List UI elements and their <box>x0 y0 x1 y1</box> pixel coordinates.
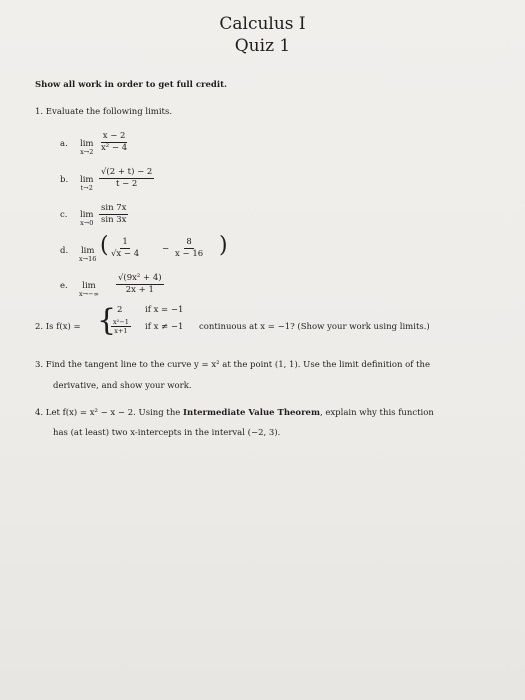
item-b-fraction <box>99 167 154 190</box>
case-1-value: 2 <box>117 305 123 315</box>
denominator: 2x + 1 <box>125 285 154 295</box>
numerator: √(2 + t) − 2 <box>101 167 153 177</box>
question-2-suffix: continuous at x = −1? (Show your work using limits.) <box>199 322 430 332</box>
numerator: x − 2 <box>102 131 126 141</box>
question-1-label: 1. Evaluate the following limits. <box>35 107 173 117</box>
denominator: x − 16 <box>175 249 204 259</box>
left-paren: ( <box>100 233 109 258</box>
case-2-condition: if x ≠ −1 <box>145 322 184 332</box>
item-a-label: a. <box>60 139 68 149</box>
lim-subscript: x→2 <box>80 148 94 156</box>
denominator: x+1 <box>114 327 128 335</box>
item-d-fraction-1 <box>109 237 141 260</box>
lim-text: lim <box>80 246 95 256</box>
question-4-line-1 <box>35 408 434 418</box>
item-c-limit <box>80 210 94 227</box>
lim-text: lim <box>80 175 94 185</box>
q4-text-a: 4. Let f(x) = x² − x − 2. Using the <box>35 408 184 418</box>
lim-text: lim <box>82 281 96 291</box>
question-2-prefix: 2. Is f(x) = <box>35 322 81 332</box>
denominator: sin 3x <box>101 215 127 225</box>
page-title: Calculus I <box>219 14 306 34</box>
instructions: Show all work in order to get full credit. <box>35 80 227 90</box>
item-e-label: e. <box>60 281 68 291</box>
lim-subscript: x→16 <box>79 255 97 263</box>
numerator: √(9x² + 4) <box>118 273 162 283</box>
item-a-fraction <box>99 131 129 154</box>
question-3-line-2: derivative, and show your work. <box>53 381 192 391</box>
item-b-limit <box>80 175 94 192</box>
item-a-limit <box>80 139 94 156</box>
ivt-term: Intermediate Value Theorem <box>183 408 320 418</box>
numerator: sin 7x <box>101 203 127 213</box>
item-d-label: d. <box>60 246 69 256</box>
question-3-line-1: 3. Find the tangent line to the curve y = x² at the point (1, 1). Use the limit definition of the <box>35 360 431 370</box>
lim-subscript: x→0 <box>80 219 94 227</box>
q4-text-c: , explain why this function <box>319 408 434 418</box>
item-e-fraction <box>116 273 164 296</box>
case-2-fraction <box>111 318 131 335</box>
lim-subscript: x→−∞ <box>79 290 99 298</box>
numerator: x²−1 <box>113 318 129 326</box>
lim-text: lim <box>80 210 94 220</box>
question-4-line-2: has (at least) two x-intercepts in the interval (−2, 3). <box>53 428 281 438</box>
page-subtitle: Quiz 1 <box>234 36 291 56</box>
denominator: √x − 4 <box>111 249 140 259</box>
case-1-condition: if x = −1 <box>145 305 184 315</box>
lim-text: lim <box>80 139 94 149</box>
item-e-limit <box>79 281 99 298</box>
numerator: 1 <box>122 237 128 247</box>
lim-subscript: t→2 <box>80 184 93 192</box>
numerator: 8 <box>186 237 192 247</box>
item-d-limit <box>79 246 96 263</box>
item-c-fraction <box>99 203 128 226</box>
piecewise-brace: { <box>97 303 117 338</box>
item-d-fraction-2 <box>173 237 205 260</box>
item-b-label: b. <box>60 175 69 185</box>
right-paren: ) <box>219 233 228 258</box>
denominator: x² − 4 <box>101 143 128 153</box>
minus-sign: − <box>162 244 170 254</box>
denominator: t − 2 <box>115 179 138 189</box>
item-c-label: c. <box>60 210 68 220</box>
